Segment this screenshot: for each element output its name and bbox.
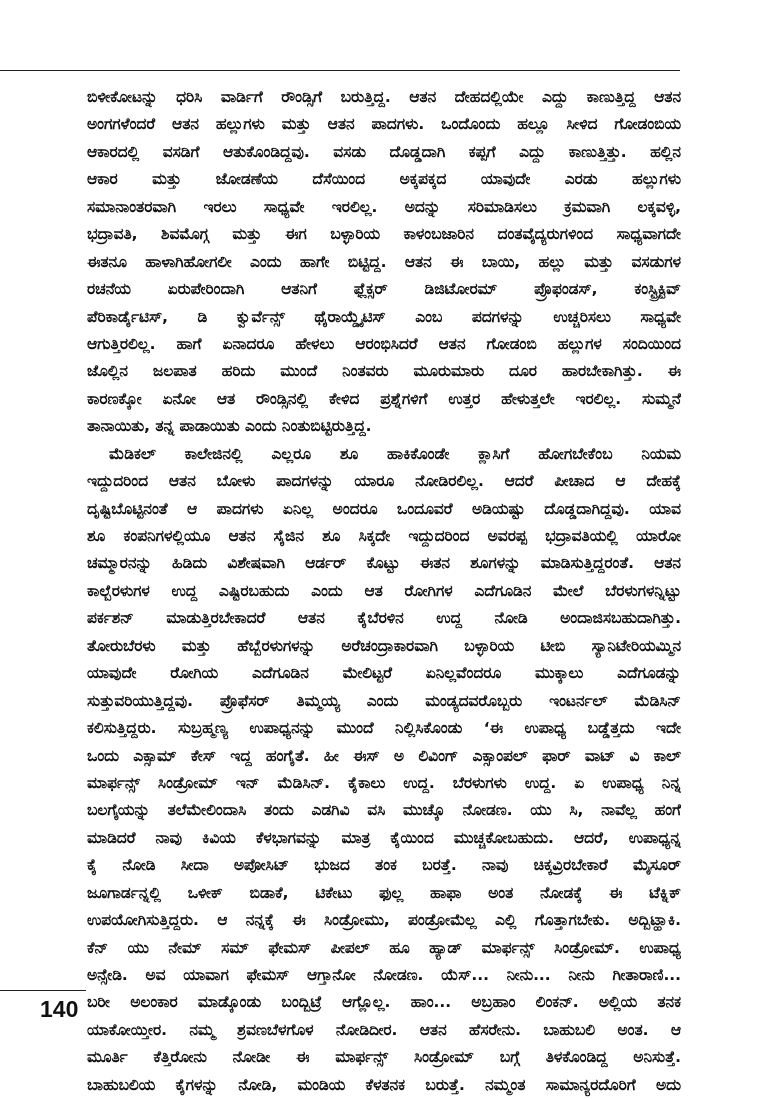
- header-rule: [0, 70, 680, 71]
- text-line: ಅನ್ಸೇಡಿ. ಅವ ಯಾವಾಗ ಫೇಮಸ್ ಆಗ್ತಾನೋ ನೋಡಣ. ಯೆಸ್... ನೀನು... ನೀನು ಗೀತಾರಾಣಿ...: [87, 966, 681, 984]
- text-line: ಜೊಲ್ಲಿನ ಜಲಪಾತ ಹರಿದು ಮುಂದೆ ನಿಂತವರು ಮೂರುಮಾರು ದೂರ ಹಾರಬೇಕಾಗಿತ್ತು. ಈ: [87, 362, 681, 381]
- text-line: ಬರೀ ಅಲಂಕಾರ ಮಾಡ್ಕೊಂಡು ಬಂದ್ಬಿಟ್ರೆ ಆಗ್ಲೊಲ್ಲ. ಹಾಂ... ಅಬ್ರಹಾಂ ಲಿಂಕನ್. ಅಲ್ಲಿಯ ತನಕ: [87, 993, 681, 1012]
- text-line: ಮೆಡಿಕಲ್ ಕಾಲೇಜಿನಲ್ಲಿ ಎಲ್ಲರೂ ಶೂ ಹಾಕಿಕೊಂಡೇ ಕ್ಲಾಸಿಗೆ ಹೋಗಬೇಕೆಂಬ ನಿಯಮ: [109, 444, 681, 463]
- text-line: ರಚನೆಯ ಏರುಪೇರಿಂದಾಗಿ ಆತನಿಗೆ ಫ್ಲೆಕ್ಸರ್ ಡಿಜಿಟೋರಮ್ ಪ್ರೊಫಂಡಸ್, ಕಂಸ್ಟ್ರಿಕ್ಟಿವ್: [87, 280, 681, 299]
- text-line: ಮೂರ್ತಿ ಕೆತ್ತಿರೋನು ನೋಡೀ ಈ ಮಾರ್ಫನ್ಸ್ ಸಿಂಡ್ರೋಮ್ ಬಗ್ಗೆ ತಿಳಕೊಂಡಿದ್ದ ಅನಿಸುತ್ತೆ.: [87, 1048, 681, 1067]
- text-line: ಭದ್ರಾವತಿ, ಶಿವಮೊಗ್ಗ ಮತ್ತು ಈಗ ಬಳ್ಳಾರಿಯ ಕಾಳಂಬಜಾರಿನ ದಂತವೈದ್ಯರುಗಳಿಂದ ಸಾಧ್ಯವಾಗದೇ: [87, 225, 681, 244]
- text-line: ತಾನಾಯಿತು, ತನ್ನ ಪಾಡಾಯಿತು ಎಂದು ನಿಂತುಬಿಟ್ಟಿರುತ್ತಿದ್ದ.: [87, 417, 372, 436]
- text-line: ಆಗುತ್ತಿರಲಿಲ್ಲ. ಹಾಗೆ ಏನಾದರೂ ಹೇಳಲು ಆರಂಭಿಸಿದರೆ ಆತನ ಗೋಡಂಬಿ ಹಲ್ಲುಗಳ ಸಂದಿಯಿಂದ: [87, 334, 681, 353]
- text-line: ತೋರುಬೆರಳು ಮತ್ತು ಹೆಬ್ಬೆರಳುಗಳನ್ನು ಅರೆಚಂದ್ರಾಕಾರವಾಗಿ ಬಳ್ಳಾರಿಯ ಟೀಬಿ ಸ್ಯಾನಿಟೇರಿಯಮ್ಮಿನ: [87, 636, 681, 655]
- text-line: ಉಪಯೋಗಿಸುತ್ತಿದ್ದರು. ಆ ನನ್ನಕ್ಕೆ ಈ ಸಿಂಡ್ರೋಮು, ಪಂಡ್ರೋಮೆಲ್ಲ ಎಲ್ಲಿ ಗೊತ್ತಾಗಬೇಕು. ಅದ್ಬಿಟ್ಹಾಕಿ.: [87, 911, 681, 930]
- text-line: ಕಲಿಸುತ್ತಿದ್ದರು. ಸುಬ್ರಹ್ಮಣ್ಯ ಉಪಾಧ್ಯನನ್ನು ಮುಂದೆ ನಿಲ್ಲಿಸಿಕೊಂಡು ‘ಈ ಉಪಾಧ್ಯ ಬಡ್ಡೆತ್ತದು ಇದೇ: [87, 719, 681, 738]
- text-line: ಬಲಗೈಯನ್ನು ತಲೆಮೇಲಿಂದಾಸಿ ತಂದು ಎಡಗಿವಿ ವಸಿ ಮುಚ್ಕೊ ನೋಡಣ. ಯು ಸಿ, ನಾವೆಲ್ಲ ಹಂಗೆ: [87, 801, 681, 820]
- text-line: ಮಾಡಿದರೆ ನಾವು ಕಿವಿಯ ಕೆಳಭಾಗವನ್ನು ಮಾತ್ರ ಕೈಯಿಂದ ಮುಚ್ಚಕೋಬಹುದು. ಆದರೆ, ಉಪಾಧ್ಯನ್ನ: [87, 828, 681, 847]
- text-line: ಬಾಹುಬಲಿಯ ಕೈಗಳನ್ನು ನೋಡಿ, ಮಂಡಿಯ ಕೆಳತನಕ ಬರುತ್ತೆ. ನಮ್ಮಂತ ಸಾಮಾನ್ಯರದೊರಿಗೆ ಅದು: [87, 1075, 681, 1094]
- text-line: ಪರ್ಕಶನ್ ಮಾಡುತ್ತಿರಬೇಕಾದರೆ ಆತನ ಕೈಬೆರಳಿನ ಉದ್ದ ನೋಡಿ ಅಂದಾಜಿಸಬಹುದಾಗಿತ್ತು.: [87, 609, 681, 628]
- text-line: ಆಕಾರದಲ್ಲಿ ವಸಡಿಗೆ ಆತುಕೊಂಡಿದ್ದವು. ವಸಡು ದೊಡ್ಡದಾಗಿ ಕಪ್ಪಗೆ ಎದ್ದು ಕಾಣುತ್ತಿತ್ತು. ಹಲ್ಲಿನ: [87, 142, 681, 161]
- text-line: ಚಮ್ಮಾರನನ್ನು ಹಿಡಿದು ವಿಶೇಷವಾಗಿ ಆರ್ಡರ್ ಕೊಟ್ಟು ಈತನ ಶೂಗಳನ್ನು ಮಾಡಿಸುತ್ತಿದ್ದರಂತೆ. ಆತನ: [87, 554, 681, 573]
- text-line: ಕೈ ನೋಡಿ ಸೀದಾ ಅಪೋಸಿಟ್ ಭುಜದ ತಂಕ ಬರತ್ತೆ. ನಾವು ಚಿಕ್ಕವ್ರಿರಬೇಕಾರೆ ಮೈಸೂರ್: [87, 856, 681, 875]
- text-line: ಯಾಕೋಯ್ತೀರ. ನಮ್ಮ ಶ್ರವಣಬೆಳಗೊಳ ನೋಡಿದೀರ. ಆತನ ಹೆಸರೇನು. ಬಾಹುಬಲಿ ಅಂತ. ಆ: [87, 1020, 681, 1039]
- text-line: ಸುತ್ತುವರಿಯುತ್ತಿದ್ದವು. ಪ್ರೊಫೆಸರ್ ತಿಮ್ಮಯ್ಯ ಎಂದು ಮಂಡ್ಯದವರೊಬ್ಬರು ಇಂಟರ್ನಲ್ ಮೆಡಿಸಿನ್: [87, 691, 681, 710]
- text-line: ಒಂದು ಎಕ್ಸಾಮ್ ಕೇಸ್ ಇದ್ದ ಹಂಗೈತೆ. ಹೀ ಈಸ್ ಅ ಲಿವಿಂಗ್ ಎಕ್ಸಾಂಪಲ್ ಫಾರ್ ವಾಟ್ ವಿ ಕಾಲ್: [87, 746, 681, 765]
- text-line: ಪೆರಿಕಾರ್ಡೈಟಿಸ್, ಡಿ ಕ್ವುರ್ವೆನ್ಸ್ ಥೈರಾಯ್ಡೈಟಿಸ್ ಎಂಬ ಪದಗಳನ್ನು ಉಚ್ಚರಿಸಲು ಸಾಧ್ಯವೇ: [87, 307, 681, 326]
- text-line: ಈತನೂ ಹಾಳಾಗಿಹೋಗಲೀ ಎಂದು ಹಾಗೇ ಬಿಟ್ಟಿದ್ದ. ಆತನ ಈ ಬಾಯಿ, ಹಲ್ಲು ಮತ್ತು ವಸಡುಗಳ: [87, 252, 681, 271]
- text-line: ಇದ್ದುದರಿಂದ ಆತನ ಬೋಳು ಪಾದಗಳನ್ನು ಯಾರೂ ನೋಡಿರಲಿಲ್ಲ. ಆದರೆ ಪೀಚಾದ ಆ ದೇಹಕ್ಕೆ: [87, 472, 681, 491]
- text-line: ಆಕಾರ ಮತ್ತು ಜೋಡಣೆಯ ದೆಸೆಯಿಂದ ಅಕ್ಕಪಕ್ಕದ ಯಾವುದೇ ಎರಡು ಹಲ್ಲುಗಳು: [87, 170, 681, 189]
- text-line: ಸಮಾನಾಂತರವಾಗಿ ಇರಲು ಸಾಧ್ಯವೇ ಇರಲಿಲ್ಲ. ಅದನ್ನು ಸರಿಮಾಡಿಸಲು ಕ್ರಮವಾಗಿ ಲಕ್ಕವಳ್ಳಿ,: [87, 197, 681, 216]
- text-line: ಬಿಳೀಕೋಟನ್ನು ಧರಿಸಿ ವಾರ್ಡಿಗೆ ರೌಂಡ್ಸಿಗೆ ಬರುತ್ತಿದ್ದ. ಆತನ ದೇಹದಲ್ಲಿಯೇ ಎದ್ದು ಕಾಣುತ್ತಿದ್ದ ಆತನ: [87, 88, 681, 106]
- text-line: ಯಾವುದೇ ರೋಗಿಯ ಎದೆಗೂಡಿನ ಮೇಲಿಟ್ಟರೆ ಏನಿಲ್ಲವೆಂದರೂ ಮುಕ್ಕಾಲು ಎದೆಗೂಡನ್ನು: [87, 664, 681, 683]
- text-line: ದೃಷ್ಟಿಬೊಟ್ಟಿನಂತೆ ಆ ಪಾದಗಳು ಏನಿಲ್ಲ ಅಂದರೂ ಒಂದೂವರೆ ಅಡಿಯಷ್ಟು ದೊಡ್ಡದಾಗಿದ್ದವು. ಯಾವ: [87, 499, 681, 518]
- text-line: ಕಾಲ್ಬೆರಳುಗಳ ಉದ್ದ ಎಷ್ಟಿರಬಹುದು ಎಂದು ಆತ ರೋಗಿಗಳ ಎದೆಗೂಡಿನ ಮೇಲೆ ಬೆರಳುಗಳನ್ನಿಟ್ಟು: [87, 581, 681, 600]
- body-text: [87, 84, 681, 1099]
- text-line: ಕೆನ್ ಯು ನೇಮ್ ಸಮ್ ಫೇಮಸ್ ಪೀಪಲ್ ಹೂ ಹ್ಯಾಡ್ ಮಾರ್ಫನ್ಸ್ ಸಿಂಡ್ರೋಮ್. ಉಪಾಧ್ಯ: [87, 938, 681, 957]
- text-line: ಶೂ ಕಂಪನಿಗಳಲ್ಲಿಯೂ ಆತನ ಸೈಜಿನ ಶೂ ಸಿಕ್ಕದೇ ಇದ್ದುದರಿಂದ ಅವರಪ್ಪ ಭದ್ರಾವತಿಯಲ್ಲಿ ಯಾರೋ: [87, 527, 681, 545]
- page-number: 140: [40, 996, 79, 1022]
- footer-rule: [0, 990, 86, 991]
- text-line: ಅಂಗಗಳೆಂದರೆ ಆತನ ಹಲ್ಲುಗಳು ಮತ್ತು ಆತನ ಪಾದಗಳು. ಒಂದೊಂದು ಹಲ್ಲೂ ಸೀಳಿದ ಗೋಡಂಬಿಯ: [87, 115, 681, 134]
- text-line: ಜೂಗಾರ್ಡನ್ನಲ್ಲಿ ಒಳೀಕ್ ಬಿಡಾಕೆ, ಟಿಕೇಟು ಫುಲ್ಲ ಹಾಫಾ ಅಂತ ನೋಡಕ್ಕೆ ಈ ಟೆಕ್ನಿಕ್: [87, 883, 681, 902]
- text-line: ಮಾರ್ಫನ್ಸ್ ಸಿಂಡ್ರೋಮ್ ಇನ್ ಮೆಡಿಸಿನ್. ಕೈಕಾಲು ಉದ್ದ. ಬೆರಳುಗಳು ಉದ್ದ. ಏ ಉಪಾಧ್ಯ ನಿನ್ನ: [87, 773, 681, 792]
- text-line: ಕಾರಣಕ್ಕೋ ಏನೋ ಆತ ರೌಂಡ್ಸಿನಲ್ಲಿ ಕೇಳಿದ ಪ್ರಶ್ನೆಗಳಿಗೆ ಉತ್ತರ ಹೇಳುತ್ತಲೇ ಇರಲಿಲ್ಲ. ಸುಮ್ಮನೆ: [87, 389, 681, 408]
